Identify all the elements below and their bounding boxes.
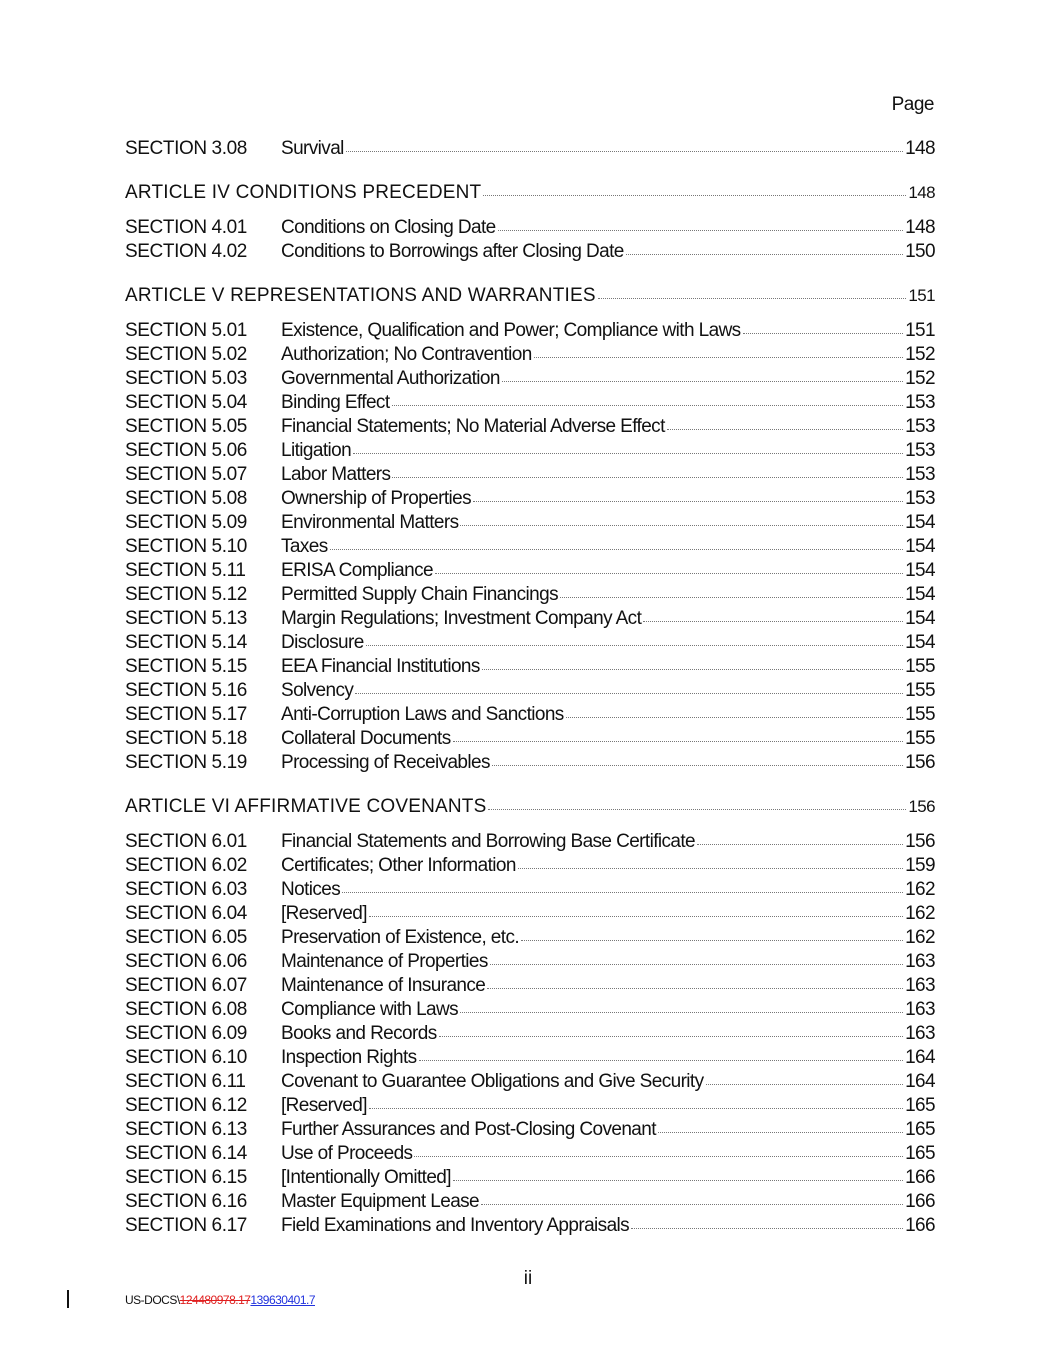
toc-section-row[interactable]	[125, 751, 935, 775]
doc-id-prefix: US-DOCS\	[125, 1293, 180, 1307]
toc-page-number: 162	[905, 903, 935, 924]
toc-section-number: SECTION 5.12	[125, 584, 247, 605]
document-id	[125, 1293, 315, 1307]
toc-section-number: SECTION 5.19	[125, 752, 247, 773]
dot-leader	[743, 333, 904, 334]
toc-page-number: 163	[905, 1023, 935, 1044]
dot-leader	[369, 916, 903, 917]
dot-leader	[560, 597, 903, 598]
toc-section-row[interactable]	[125, 1166, 935, 1190]
dot-leader	[346, 151, 903, 152]
page-number: ii	[523, 1268, 533, 1289]
toc-section-number: SECTION 6.06	[125, 951, 247, 972]
dot-leader	[667, 429, 903, 430]
toc-section-number: SECTION 6.03	[125, 879, 247, 900]
toc-entry-title: Litigation	[281, 440, 352, 461]
toc-page-number: 156	[905, 831, 935, 852]
toc-entry-title: Use of Proceeds	[281, 1143, 413, 1164]
dot-leader	[460, 1012, 903, 1013]
toc-section-number: SECTION 5.07	[125, 464, 247, 485]
dot-leader	[490, 964, 903, 965]
toc-section-number: SECTION 5.16	[125, 680, 247, 701]
toc-section-row[interactable]	[125, 607, 935, 631]
toc-section-row[interactable]	[125, 439, 935, 463]
toc-section-row[interactable]	[125, 240, 935, 264]
toc-section-row[interactable]	[125, 998, 935, 1022]
toc-entry-title: Master Equipment Lease	[281, 1191, 480, 1212]
toc-page-number: 162	[905, 879, 935, 900]
toc-section-row[interactable]	[125, 1190, 935, 1214]
toc-section-row[interactable]	[125, 1118, 935, 1142]
toc-entry-title: Labor Matters	[281, 464, 391, 485]
toc-section-number: SECTION 6.07	[125, 975, 247, 996]
toc-page-number: 151	[908, 286, 935, 305]
dot-leader	[502, 381, 903, 382]
dot-leader	[392, 405, 904, 406]
dot-leader	[481, 1204, 903, 1205]
dot-leader	[460, 525, 903, 526]
toc-section-row[interactable]	[125, 487, 935, 511]
dot-leader	[392, 477, 903, 478]
toc-entry-title: Governmental Authorization	[281, 368, 500, 389]
toc-entry-title: Preservation of Existence, etc.	[281, 927, 520, 948]
toc-entry-title: Certificates; Other Information	[281, 855, 516, 876]
toc-section-number: SECTION 5.09	[125, 512, 247, 533]
toc-section-number: SECTION 5.08	[125, 488, 247, 509]
toc-page-number: 155	[905, 680, 935, 701]
dot-leader	[482, 669, 903, 670]
toc-section-row[interactable]	[125, 902, 935, 926]
toc-article-row[interactable]	[125, 795, 935, 819]
toc-section-row[interactable]	[125, 926, 935, 950]
toc-entry-title: Financial Statements; No Material Adverse Effect	[281, 416, 665, 437]
toc-entry-title: Survival	[281, 138, 344, 159]
toc-section-number: SECTION 5.05	[125, 416, 247, 437]
toc-section-row[interactable]	[125, 727, 935, 751]
dot-leader	[369, 1108, 903, 1109]
toc-section-row[interactable]	[125, 535, 935, 559]
toc-page-number: 152	[905, 344, 935, 365]
toc-page-number: 148	[908, 183, 935, 202]
toc-section-row[interactable]	[125, 559, 935, 583]
toc-entry-title: Margin Regulations; Investment Company Act	[281, 608, 642, 629]
dot-leader	[487, 988, 903, 989]
toc-page-number: 154	[905, 560, 935, 581]
toc-entry-title: [Reserved]	[281, 903, 367, 924]
toc-section-row[interactable]	[125, 137, 935, 161]
toc-section-row[interactable]	[125, 679, 935, 703]
toc-page-number: 162	[905, 927, 935, 948]
toc-page-number: 156	[908, 797, 935, 816]
toc-entry-title: Collateral Documents	[281, 728, 451, 749]
toc-section-number: SECTION 6.12	[125, 1095, 247, 1116]
toc-entry-title: Further Assurances and Post-Closing Covenant	[281, 1119, 656, 1140]
dot-leader	[473, 501, 903, 502]
toc-section-row[interactable]	[125, 1094, 935, 1118]
dot-leader	[626, 254, 903, 255]
toc-section-number: SECTION 5.03	[125, 368, 247, 389]
dot-leader	[706, 1084, 904, 1085]
dot-leader	[631, 1228, 903, 1229]
toc-section-number: SECTION 6.08	[125, 999, 247, 1020]
toc-section-number: SECTION 6.14	[125, 1143, 247, 1164]
toc-section-row[interactable]	[125, 216, 935, 240]
page-label: Page	[891, 94, 934, 115]
toc-page-number: 155	[905, 704, 935, 725]
toc-section-number: SECTION 5.11	[125, 560, 246, 581]
toc-entry-title: Financial Statements and Borrowing Base Certificate	[281, 831, 696, 852]
dot-leader	[453, 741, 903, 742]
toc-page-number: 153	[905, 440, 935, 461]
toc-page-number: 154	[905, 584, 935, 605]
dot-leader	[453, 1180, 903, 1181]
toc-entry-title: ERISA Compliance	[281, 560, 433, 581]
dot-leader	[521, 940, 903, 941]
toc-section-number: SECTION 6.10	[125, 1047, 247, 1068]
toc-section-number: SECTION 6.02	[125, 855, 247, 876]
toc-section-number: SECTION 4.01	[125, 217, 247, 238]
toc-section-row[interactable]	[125, 854, 935, 878]
dot-leader	[488, 809, 906, 810]
toc-section-number: SECTION 6.01	[125, 831, 247, 852]
dot-leader	[697, 844, 903, 845]
toc-section-number: SECTION 3.08	[125, 138, 247, 159]
toc-section-number: SECTION 5.15	[125, 656, 247, 677]
toc-entry-title: Field Examinations and Inventory Appraisals	[281, 1215, 630, 1236]
toc-entry-title: Notices	[281, 879, 341, 900]
toc-entry-title: Maintenance of Properties	[281, 951, 488, 972]
toc-entry-title: EEA Financial Institutions	[281, 656, 480, 677]
dot-leader	[643, 621, 903, 622]
toc-section-row[interactable]	[125, 1070, 935, 1094]
toc-section-number: SECTION 5.01	[125, 320, 247, 341]
toc-page-number: 166	[905, 1167, 935, 1188]
doc-id-deleted: 124480978.17	[179, 1293, 251, 1307]
table-of-contents	[125, 137, 935, 1238]
toc-section-number: SECTION 5.14	[125, 632, 247, 653]
toc-section-row[interactable]	[125, 343, 935, 367]
dot-leader	[366, 645, 903, 646]
toc-section-row[interactable]	[125, 631, 935, 655]
toc-section-row[interactable]	[125, 1142, 935, 1166]
toc-entry-title: [Intentionally Omitted]	[281, 1167, 451, 1188]
dot-leader	[435, 573, 903, 574]
toc-entry-title: Inspection Rights	[281, 1047, 417, 1068]
toc-page-number: 166	[905, 1215, 935, 1236]
toc-page-number: 151	[905, 320, 935, 341]
toc-page-number: 150	[905, 241, 935, 262]
toc-section-row[interactable]	[125, 1046, 935, 1070]
toc-entry-title: Disclosure	[281, 632, 364, 653]
toc-page-number: 166	[905, 1191, 935, 1212]
dot-leader	[566, 717, 903, 718]
toc-section-row[interactable]	[125, 1022, 935, 1046]
toc-section-number: SECTION 6.15	[125, 1167, 247, 1188]
toc-entry-title: ARTICLE IV CONDITIONS PRECEDENT	[125, 182, 482, 203]
toc-entry-title: Books and Records	[281, 1023, 437, 1044]
toc-section-number: SECTION 5.13	[125, 608, 247, 629]
toc-section-row[interactable]	[125, 974, 935, 998]
dot-leader	[419, 1060, 904, 1061]
toc-article-row[interactable]	[125, 284, 935, 308]
toc-entry-title: Environmental Matters	[281, 512, 459, 533]
toc-page-number: 156	[905, 752, 935, 773]
dot-leader	[330, 549, 903, 550]
toc-entry-title: Conditions on Closing Date	[281, 217, 496, 238]
toc-section-row[interactable]	[125, 830, 935, 854]
toc-entry-title: ARTICLE V REPRESENTATIONS AND WARRANTIES	[125, 285, 596, 306]
toc-section-number: SECTION 5.04	[125, 392, 247, 413]
toc-page-number: 164	[905, 1047, 935, 1068]
toc-page-number: 164	[905, 1071, 935, 1092]
toc-section-row[interactable]	[125, 950, 935, 974]
toc-page-number: 153	[905, 488, 935, 509]
toc-entry-title: Compliance with Laws	[281, 999, 459, 1020]
toc-entry-title: ARTICLE VI AFFIRMATIVE COVENANTS	[125, 796, 487, 817]
change-bar	[67, 1290, 69, 1308]
dot-leader	[355, 693, 903, 694]
toc-page-number: 165	[905, 1119, 935, 1140]
toc-entry-title: [Reserved]	[281, 1095, 367, 1116]
toc-page-number: 165	[905, 1095, 935, 1116]
toc-entry-title: Maintenance of Insurance	[281, 975, 486, 996]
toc-entry-title: Processing of Receivables	[281, 752, 490, 773]
toc-section-number: SECTION 5.06	[125, 440, 247, 461]
toc-page-number: 155	[905, 728, 935, 749]
toc-section-number: SECTION 6.05	[125, 927, 247, 948]
toc-section-row[interactable]	[125, 415, 935, 439]
toc-entry-title: Anti-Corruption Laws and Sanctions	[281, 704, 564, 725]
toc-entry-title: Covenant to Guarantee Obligations and Give Security	[281, 1071, 704, 1092]
toc-section-number: SECTION 6.11	[125, 1071, 246, 1092]
toc-page-number: 154	[905, 608, 935, 629]
toc-entry-title: Authorization; No Contravention	[281, 344, 532, 365]
toc-section-row[interactable]	[125, 1214, 935, 1238]
toc-entry-title: Conditions to Borrowings after Closing Date	[281, 241, 624, 262]
toc-entry-title: Taxes	[281, 536, 328, 557]
toc-page-number: 153	[905, 464, 935, 485]
toc-page-number: 163	[905, 975, 935, 996]
toc-page-number: 165	[905, 1143, 935, 1164]
dot-leader	[598, 298, 907, 299]
toc-section-row[interactable]	[125, 655, 935, 679]
dot-leader	[439, 1036, 903, 1037]
toc-entry-title: Ownership of Properties	[281, 488, 472, 509]
toc-section-row[interactable]	[125, 703, 935, 727]
toc-page-number: 159	[905, 855, 935, 876]
dot-leader	[353, 453, 903, 454]
toc-entry-title: Solvency	[281, 680, 354, 701]
toc-section-number: SECTION 6.09	[125, 1023, 247, 1044]
toc-page-number: 163	[905, 951, 935, 972]
toc-page-number: 154	[905, 512, 935, 533]
toc-page-number: 154	[905, 632, 935, 653]
toc-page-number: 153	[905, 392, 935, 413]
toc-section-row[interactable]	[125, 391, 935, 415]
toc-section-row[interactable]	[125, 367, 935, 391]
toc-page-number: 153	[905, 416, 935, 437]
toc-section-number: SECTION 6.13	[125, 1119, 247, 1140]
toc-section-number: SECTION 5.18	[125, 728, 247, 749]
dot-leader	[483, 195, 906, 196]
toc-section-row[interactable]	[125, 319, 935, 343]
toc-page-number: 148	[905, 138, 935, 159]
toc-section-row[interactable]	[125, 463, 935, 487]
toc-section-number: SECTION 6.17	[125, 1215, 247, 1236]
dot-leader	[414, 1156, 903, 1157]
dot-leader	[658, 1132, 903, 1133]
toc-section-number: SECTION 5.10	[125, 536, 247, 557]
dot-leader	[518, 868, 903, 869]
toc-page-number: 155	[905, 656, 935, 677]
toc-entry-title: Permitted Supply Chain Financings	[281, 584, 558, 605]
toc-page-number: 148	[905, 217, 935, 238]
toc-section-number: SECTION 4.02	[125, 241, 247, 262]
dot-leader	[534, 357, 903, 358]
toc-article-row[interactable]	[125, 181, 935, 205]
toc-section-number: SECTION 6.04	[125, 903, 247, 924]
toc-section-number: SECTION 5.17	[125, 704, 247, 725]
toc-page-number: 163	[905, 999, 935, 1020]
toc-section-row[interactable]	[125, 878, 935, 902]
toc-entry-title: Existence, Qualification and Power; Compliance with Laws	[281, 320, 741, 341]
doc-id-inserted: 139630401.7	[250, 1293, 315, 1307]
toc-section-number: SECTION 5.02	[125, 344, 247, 365]
toc-section-row[interactable]	[125, 583, 935, 607]
toc-page-number: 152	[905, 368, 935, 389]
dot-leader	[342, 892, 903, 893]
toc-section-number: SECTION 6.16	[125, 1191, 247, 1212]
dot-leader	[492, 765, 903, 766]
dot-leader	[498, 230, 903, 231]
toc-page-number: 154	[905, 536, 935, 557]
toc-entry-title: Binding Effect	[281, 392, 390, 413]
toc-section-row[interactable]	[125, 511, 935, 535]
